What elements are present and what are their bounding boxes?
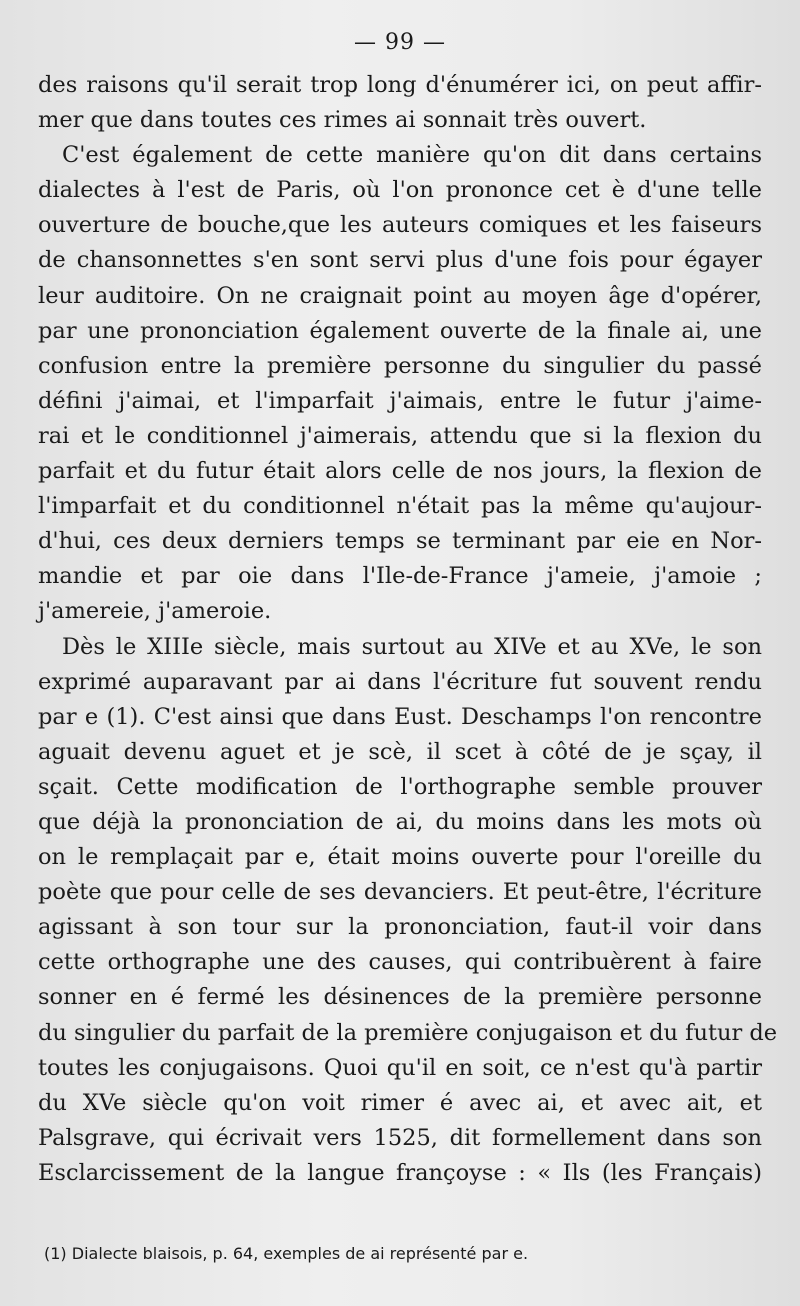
text-line: d'hui, ces deux derniers temps se terminant par eie en Nor- — [38, 528, 762, 555]
text-line: sonner en é fermé les désinences de la première personne — [38, 984, 762, 1011]
text-line: mer que dans toutes ces rimes ai sonnait très ouvert. — [38, 107, 647, 134]
text-line: mandie et par oie dans l'Ile-de-France j'ameie, j'amoie ; — [38, 563, 762, 590]
text-line: Esclarcissement de la langue françoyse : « Ils (les Français) — [38, 1159, 762, 1186]
footnote: (1) Dialecte blaisois, p. 64, exemples de ai représenté par e. — [44, 1244, 529, 1263]
text-line: du XVe siècle qu'on voit rimer é avec ai, et avec ait, et — [38, 1089, 762, 1116]
text-line: par une prononciation également ouverte de la finale ai, une — [38, 317, 762, 344]
text-line: dialectes à l'est de Paris, où l'on prononce cet è d'une telle — [38, 177, 762, 204]
text-line: que déjà la prononciation de ai, du moins dans les mots où — [38, 808, 762, 835]
text-line: de chansonnettes s'en sont servi plus d'une fois pour égayer — [38, 247, 762, 274]
page-number: — 99 — — [354, 30, 446, 55]
text-line: parfait et du futur était alors celle de nos jours, la flexion de — [38, 458, 762, 485]
text-line: j'amereie, j'ameroie. — [38, 598, 272, 625]
text-line: Palsgrave, qui écrivait vers 1525, dit formellement dans son — [38, 1124, 762, 1151]
text-line: Dès le XIIIe siècle, mais surtout au XIVe et au XVe, le son — [62, 633, 762, 660]
text-line: cette orthographe une des causes, qui contribuèrent à faire — [38, 949, 762, 976]
text-line: leur auditoire. On ne craignait point au moyen âge d'opérer, — [38, 282, 762, 309]
text-line: par e (1). C'est ainsi que dans Eust. Deschamps l'on rencontre — [38, 703, 762, 730]
text-line: du singulier du parfait de la première conjugaison et du futur de — [38, 1019, 778, 1046]
text-line: défini j'aimai, et l'imparfait j'aimais, entre le futur j'aime- — [38, 387, 762, 414]
text-line: aguait devenu aguet et je scè, il scet à côté de je sçay, il — [38, 738, 762, 765]
text-line: toutes les conjugaisons. Quoi qu'il en soit, ce n'est qu'à partir — [38, 1054, 762, 1081]
text-line: confusion entre la première personne du singulier du passé — [38, 352, 762, 379]
text-line: rai et le conditionnel j'aimerais, attendu que si la flexion du — [38, 422, 762, 449]
text-line: des raisons qu'il serait trop long d'énumérer ici, on peut affir- — [38, 72, 762, 98]
text-line: l'imparfait et du conditionnel n'était pas la même qu'aujour- — [38, 493, 762, 520]
text-line: C'est également de cette manière qu'on dit dans certains — [62, 142, 762, 169]
text-line: exprimé auparavant par ai dans l'écriture fut souvent rendu — [38, 668, 762, 695]
text-line: agissant à son tour sur la prononciation, faut-il voir dans — [38, 914, 762, 941]
text-line: sçait. Cette modification de l'orthographe semble prouver — [38, 773, 762, 800]
body-text — [38, 68, 778, 1191]
text-line: ouverture de bouche,que les auteurs comiques et les faiseurs — [38, 212, 762, 239]
text-line: poète que pour celle de ses devanciers. Et peut-être, l'écriture — [38, 879, 762, 906]
text-line: on le remplaçait par e, était moins ouverte pour l'oreille du — [38, 844, 762, 871]
